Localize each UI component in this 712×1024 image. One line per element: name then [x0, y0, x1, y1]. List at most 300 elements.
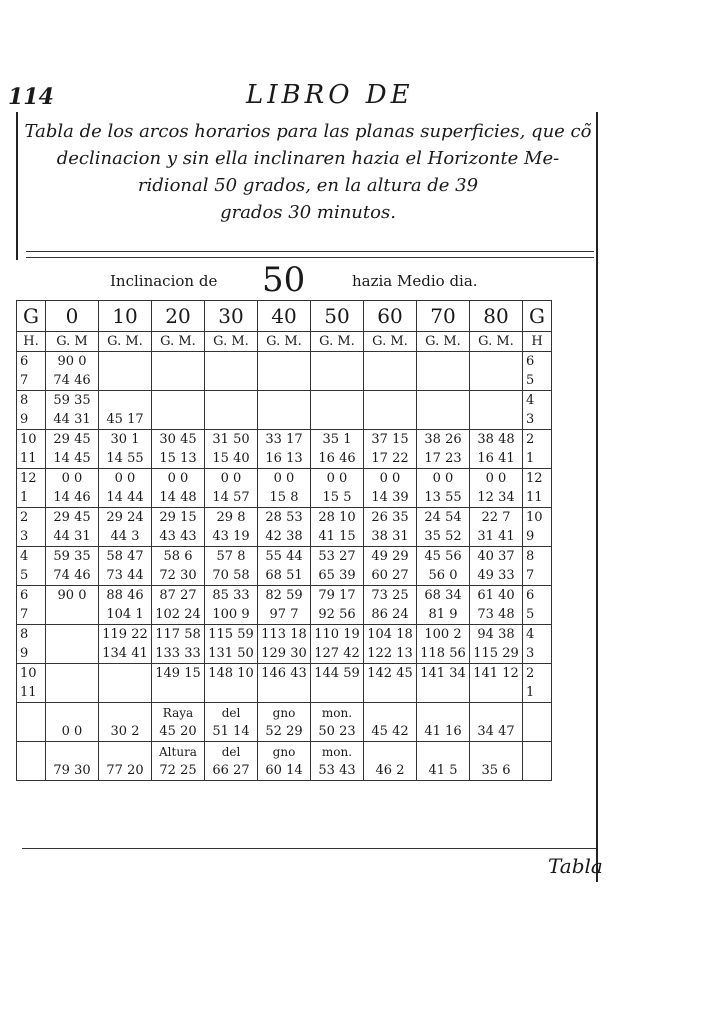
arc-value: [99, 664, 152, 684]
arc-value: 17 22: [364, 449, 417, 469]
arc-value: 133 33: [152, 644, 205, 664]
raya-gnomon-label-cell: [417, 703, 470, 723]
arc-value: 0 0: [99, 469, 152, 489]
hour-arc-table: [16, 300, 552, 781]
arc-value: 0 0: [258, 469, 311, 489]
hour-left: 7: [17, 605, 46, 625]
hour-left: 6: [17, 352, 46, 372]
declination-header: 70: [417, 301, 470, 332]
arc-value: 127 42: [311, 644, 364, 664]
unit-header: G. M.: [470, 332, 523, 352]
arc-value: [364, 683, 417, 703]
raya-gnomon-label-cell: del: [205, 703, 258, 723]
inclination-label: Inclinacion de: [110, 272, 218, 290]
arc-value: 12 34: [470, 488, 523, 508]
arc-value: 86 24: [364, 605, 417, 625]
raya-gnomon-label-cell: [99, 703, 152, 723]
arc-value: 43 19: [205, 527, 258, 547]
raya-gnomon-label-cell: gno: [258, 703, 311, 723]
hour-left: 4: [17, 547, 46, 567]
arc-value: 28 10: [311, 508, 364, 528]
arc-value: 38 48: [470, 430, 523, 450]
arc-value: 35 52: [417, 527, 470, 547]
arc-value: 68 34: [417, 586, 470, 606]
declination-header: 30: [205, 301, 258, 332]
arc-value: 118 56: [417, 644, 470, 664]
arc-value: [364, 410, 417, 430]
title-rule-double: [26, 257, 594, 258]
altura-gnomon-value: 79 30: [46, 761, 99, 781]
arc-value: 29 8: [205, 508, 258, 528]
arc-value: 70 58: [205, 566, 258, 586]
arc-value: [205, 391, 258, 411]
arc-value: [417, 352, 470, 372]
arc-value: 115 59: [205, 625, 258, 645]
arc-value: [417, 683, 470, 703]
table-row: [17, 664, 552, 684]
arc-value: 0 0: [417, 469, 470, 489]
arc-value: 61 40: [470, 586, 523, 606]
table-row: [17, 586, 552, 606]
arc-value: 90 0: [46, 352, 99, 372]
altura-gnomon-label-cell: [417, 742, 470, 762]
table-row: [17, 449, 552, 469]
arc-value: [205, 683, 258, 703]
hour-left: 1: [17, 488, 46, 508]
arc-value: 33 17: [258, 430, 311, 450]
arc-value: 81 9: [417, 605, 470, 625]
arc-value: [46, 605, 99, 625]
hour-right: 2: [523, 430, 552, 450]
arc-value: 30 45: [152, 430, 205, 450]
arc-value: 0 0: [364, 469, 417, 489]
arc-value: 141 34: [417, 664, 470, 684]
arc-value: 142 45: [364, 664, 417, 684]
raya-gnomon-label-cell: [364, 703, 417, 723]
table-row: [17, 547, 552, 567]
arc-value: 0 0: [311, 469, 364, 489]
altura-gnomon-values-row: [17, 761, 552, 781]
arc-value: 60 27: [364, 566, 417, 586]
hour-right: 1: [523, 449, 552, 469]
arc-value: 44 3: [99, 527, 152, 547]
hour-unit-right: H: [523, 332, 552, 352]
arc-value: [152, 683, 205, 703]
raya-gnomon-label-cell: mon.: [311, 703, 364, 723]
arc-value: [470, 352, 523, 372]
unit-header: G. M.: [364, 332, 417, 352]
table-row: [17, 410, 552, 430]
arc-value: 104 1: [99, 605, 152, 625]
hour-right: 10: [523, 508, 552, 528]
raya-gnomon-blank-right: [523, 722, 552, 742]
altura-gnomon-blank-right: [523, 742, 552, 762]
table-row: [17, 508, 552, 528]
raya-gnomon-value: 41 16: [417, 722, 470, 742]
unit-header-row: [17, 332, 552, 352]
arc-value: 49 29: [364, 547, 417, 567]
catchword: Tabla: [548, 854, 603, 878]
arc-value: [311, 410, 364, 430]
arc-value: 85 33: [205, 586, 258, 606]
arc-value: [205, 352, 258, 372]
arc-value: 40 37: [470, 547, 523, 567]
arc-value: 29 45: [46, 430, 99, 450]
arc-value: 16 41: [470, 449, 523, 469]
arc-value: [417, 410, 470, 430]
arc-value: [258, 410, 311, 430]
table-row: [17, 430, 552, 450]
arc-value: 38 26: [417, 430, 470, 450]
altura-gnomon-label-cell: Altura: [152, 742, 205, 762]
arc-value: 82 59: [258, 586, 311, 606]
corner-right-label: G: [523, 301, 552, 332]
arc-value: 79 17: [311, 586, 364, 606]
hour-left: 10: [17, 430, 46, 450]
raya-gnomon-label-cell: Raya: [152, 703, 205, 723]
arc-value: 42 38: [258, 527, 311, 547]
arc-value: [99, 371, 152, 391]
arc-value: 44 31: [46, 527, 99, 547]
raya-gnomon-value: 0 0: [46, 722, 99, 742]
arc-value: 14 55: [99, 449, 152, 469]
title-line-2: declinacion y sin ella inclinaren hazia el Horizonte Me-: [56, 148, 560, 169]
table-row: [17, 683, 552, 703]
title-line-1: Tabla de los arcos horarios para las planas superficies, que cõ: [24, 121, 592, 142]
altura-gnomon-value: 35 6: [470, 761, 523, 781]
arc-value: 24 54: [417, 508, 470, 528]
hour-left: 11: [17, 449, 46, 469]
arc-value: 129 30: [258, 644, 311, 664]
arc-value: 68 51: [258, 566, 311, 586]
arc-value: 100 9: [205, 605, 258, 625]
hour-left: 10: [17, 664, 46, 684]
arc-value: 97 7: [258, 605, 311, 625]
arc-value: [311, 683, 364, 703]
declination-header: 40: [258, 301, 311, 332]
arc-value: 14 48: [152, 488, 205, 508]
arc-value: 15 13: [152, 449, 205, 469]
hour-right: 2: [523, 664, 552, 684]
title-rule: [26, 251, 594, 252]
declination-header: 60: [364, 301, 417, 332]
arc-value: 31 50: [205, 430, 258, 450]
arc-value: 92 56: [311, 605, 364, 625]
arc-value: [46, 625, 99, 645]
arc-value: 14 57: [205, 488, 258, 508]
table-body: [17, 301, 552, 781]
arc-value: 49 33: [470, 566, 523, 586]
arc-value: 28 53: [258, 508, 311, 528]
hour-right: 6: [523, 586, 552, 606]
arc-value: 26 35: [364, 508, 417, 528]
arc-value: 74 46: [46, 371, 99, 391]
raya-gnomon-value: 51 14: [205, 722, 258, 742]
arc-value: 16 46: [311, 449, 364, 469]
unit-header: G. M.: [205, 332, 258, 352]
arc-value: 0 0: [470, 469, 523, 489]
corner-left-label: G: [17, 301, 46, 332]
arc-value: 88 46: [99, 586, 152, 606]
altura-gnomon-value: 46 2: [364, 761, 417, 781]
hour-right: 9: [523, 527, 552, 547]
arc-value: 90 0: [46, 586, 99, 606]
arc-value: 29 15: [152, 508, 205, 528]
table-title: [22, 118, 594, 226]
raya-gnomon-value: 30 2: [99, 722, 152, 742]
hour-right: 5: [523, 371, 552, 391]
arc-value: [46, 683, 99, 703]
arc-value: 65 39: [311, 566, 364, 586]
inclination-value: 50: [262, 260, 306, 300]
arc-value: 16 13: [258, 449, 311, 469]
arc-value: 14 44: [99, 488, 152, 508]
arc-value: [152, 391, 205, 411]
hour-left: 2: [17, 508, 46, 528]
arc-value: 74 46: [46, 566, 99, 586]
arc-value: 94 38: [470, 625, 523, 645]
arc-value: [205, 410, 258, 430]
arc-value: [470, 410, 523, 430]
altura-gnomon-value: 53 43: [311, 761, 364, 781]
arc-value: 73 44: [99, 566, 152, 586]
arc-value: 115 29: [470, 644, 523, 664]
declination-header-row: [17, 301, 552, 332]
arc-value: 15 8: [258, 488, 311, 508]
arc-value: [46, 664, 99, 684]
hour-left: 12: [17, 469, 46, 489]
arc-value: 110 19: [311, 625, 364, 645]
arc-value: [152, 410, 205, 430]
table-row: [17, 371, 552, 391]
arc-value: [99, 352, 152, 372]
altura-gnomon-label-cell: [99, 742, 152, 762]
declination-header: 50: [311, 301, 364, 332]
arc-value: 113 18: [258, 625, 311, 645]
arc-value: 17 23: [417, 449, 470, 469]
altura-gnomon-value: 72 25: [152, 761, 205, 781]
hour-right: 11: [523, 488, 552, 508]
raya-gnomon-values-row: [17, 722, 552, 742]
arc-value: [311, 371, 364, 391]
table-row: [17, 566, 552, 586]
hour-left: 8: [17, 625, 46, 645]
declination-header: 80: [470, 301, 523, 332]
page-number: 114: [8, 84, 54, 110]
arc-value: [417, 371, 470, 391]
altura-gnomon-label-cell: [470, 742, 523, 762]
altura-gnomon-value: 60 14: [258, 761, 311, 781]
unit-header: G. M.: [311, 332, 364, 352]
raya-gnomon-value: 34 47: [470, 722, 523, 742]
table-row: [17, 527, 552, 547]
table-row: [17, 352, 552, 372]
arc-value: 119 22: [99, 625, 152, 645]
raya-gnomon-label-row: [17, 703, 552, 723]
unit-header: G. M.: [99, 332, 152, 352]
altura-gnomon-label-row: [17, 742, 552, 762]
unit-header: G. M.: [258, 332, 311, 352]
arc-value: 149 15: [152, 664, 205, 684]
table-row: [17, 391, 552, 411]
altura-gnomon-blank-left: [17, 761, 46, 781]
arc-value: 22 7: [470, 508, 523, 528]
arc-value: [99, 391, 152, 411]
bottom-rule: [22, 848, 596, 849]
arc-value: 43 43: [152, 527, 205, 547]
arc-value: 100 2: [417, 625, 470, 645]
arc-value: [311, 352, 364, 372]
arc-value: 73 25: [364, 586, 417, 606]
hour-unit-left: H.: [17, 332, 46, 352]
arc-value: 55 44: [258, 547, 311, 567]
arc-value: [417, 391, 470, 411]
arc-value: [258, 391, 311, 411]
hour-right: 4: [523, 391, 552, 411]
hour-right: 3: [523, 644, 552, 664]
altura-gnomon-blank-right: [523, 761, 552, 781]
arc-value: 117 58: [152, 625, 205, 645]
arc-value: 0 0: [152, 469, 205, 489]
hour-right: 1: [523, 683, 552, 703]
table-row: [17, 488, 552, 508]
unit-header: G. M.: [152, 332, 205, 352]
running-title: LIBRO DE: [246, 80, 414, 110]
arc-value: 31 41: [470, 527, 523, 547]
altura-gnomon-label-cell: mon.: [311, 742, 364, 762]
arc-value: 59 35: [46, 391, 99, 411]
arc-value: 29 45: [46, 508, 99, 528]
arc-value: 14 45: [46, 449, 99, 469]
arc-value: [46, 644, 99, 664]
hour-left: 9: [17, 644, 46, 664]
hour-left: 3: [17, 527, 46, 547]
arc-value: 59 35: [46, 547, 99, 567]
hour-left: 9: [17, 410, 46, 430]
arc-value: 13 55: [417, 488, 470, 508]
arc-value: [470, 391, 523, 411]
altura-gnomon-label-cell: del: [205, 742, 258, 762]
altura-gnomon-label-cell: [364, 742, 417, 762]
arc-value: 29 24: [99, 508, 152, 528]
altura-gnomon-value: 66 27: [205, 761, 258, 781]
unit-header: G. M: [46, 332, 99, 352]
arc-value: [311, 391, 364, 411]
altura-gnomon-value: 41 5: [417, 761, 470, 781]
hour-right: 4: [523, 625, 552, 645]
arc-value: 146 43: [258, 664, 311, 684]
hour-left: 7: [17, 371, 46, 391]
arc-value: 14 46: [46, 488, 99, 508]
declination-header: 20: [152, 301, 205, 332]
hour-left: 6: [17, 586, 46, 606]
arc-value: 131 50: [205, 644, 258, 664]
frame-left-rule: [16, 112, 18, 260]
arc-value: 38 31: [364, 527, 417, 547]
raya-gnomon-blank-right: [523, 703, 552, 723]
arc-value: 45 17: [99, 410, 152, 430]
hour-left: 11: [17, 683, 46, 703]
raya-gnomon-blank-left: [17, 703, 46, 723]
arc-value: 104 18: [364, 625, 417, 645]
raya-gnomon-label-cell: [470, 703, 523, 723]
hour-left: 5: [17, 566, 46, 586]
arc-value: 0 0: [46, 469, 99, 489]
arc-value: 134 41: [99, 644, 152, 664]
title-line-3: ridional 50 grados, en la altura de 39: [137, 175, 479, 196]
raya-gnomon-value: 50 23: [311, 722, 364, 742]
arc-value: [470, 371, 523, 391]
arc-value: 44 31: [46, 410, 99, 430]
arc-value: [364, 352, 417, 372]
hour-right: 6: [523, 352, 552, 372]
raya-gnomon-value: 45 20: [152, 722, 205, 742]
arc-value: 35 1: [311, 430, 364, 450]
arc-value: 122 13: [364, 644, 417, 664]
arc-value: 72 30: [152, 566, 205, 586]
arc-value: [99, 683, 152, 703]
unit-header: G. M.: [417, 332, 470, 352]
hour-right: 12: [523, 469, 552, 489]
arc-value: 37 15: [364, 430, 417, 450]
hour-right: 3: [523, 410, 552, 430]
arc-value: [205, 371, 258, 391]
declination-header: 10: [99, 301, 152, 332]
declination-header: 0: [46, 301, 99, 332]
arc-value: 58 6: [152, 547, 205, 567]
hour-right: 7: [523, 566, 552, 586]
inclination-direction: hazia Medio dia.: [352, 272, 478, 290]
arc-value: 148 10: [205, 664, 258, 684]
arc-value: 15 40: [205, 449, 258, 469]
arc-value: 15 5: [311, 488, 364, 508]
arc-value: 58 47: [99, 547, 152, 567]
title-line-4: grados 30 minutos.: [220, 202, 396, 223]
table-row: [17, 469, 552, 489]
arc-value: 144 59: [311, 664, 364, 684]
arc-value: [258, 352, 311, 372]
raya-gnomon-value: 45 42: [364, 722, 417, 742]
arc-value: 41 15: [311, 527, 364, 547]
arc-value: 0 0: [205, 469, 258, 489]
arc-value: 30 1: [99, 430, 152, 450]
arc-value: [258, 371, 311, 391]
raya-gnomon-blank-left: [17, 722, 46, 742]
arc-value: 87 27: [152, 586, 205, 606]
arc-value: [364, 371, 417, 391]
table-row: [17, 605, 552, 625]
arc-value: 45 56: [417, 547, 470, 567]
raya-gnomon-label-cell: [46, 703, 99, 723]
altura-gnomon-label-cell: gno: [258, 742, 311, 762]
hour-right: 5: [523, 605, 552, 625]
arc-value: [258, 683, 311, 703]
altura-gnomon-value: 77 20: [99, 761, 152, 781]
arc-value: 102 24: [152, 605, 205, 625]
arc-value: 141 12: [470, 664, 523, 684]
arc-value: [364, 391, 417, 411]
arc-value: 57 8: [205, 547, 258, 567]
hour-left: 8: [17, 391, 46, 411]
altura-gnomon-blank-left: [17, 742, 46, 762]
table-row: [17, 644, 552, 664]
arc-value: [470, 683, 523, 703]
arc-value: 56 0: [417, 566, 470, 586]
arc-value: 53 27: [311, 547, 364, 567]
frame-right-rule: [596, 112, 598, 882]
arc-value: 73 48: [470, 605, 523, 625]
arc-value: [152, 371, 205, 391]
